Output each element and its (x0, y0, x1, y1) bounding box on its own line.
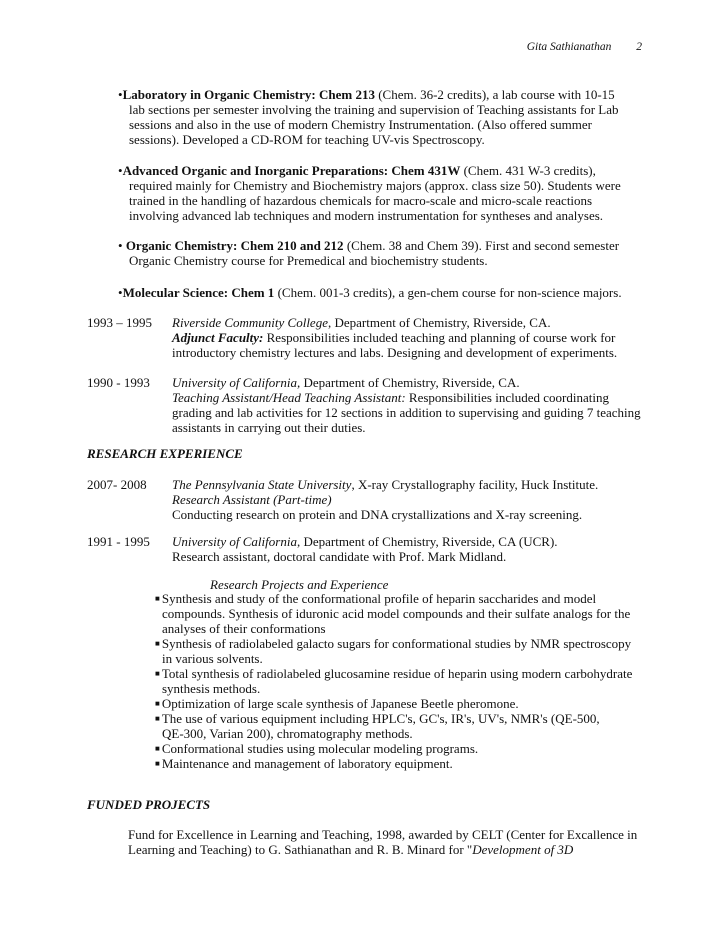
course-title: Advanced Organic and Inorganic Preparations: Chem 431W (122, 163, 461, 178)
list-item: ■ Synthesis of radiolabeled galacto sugars for conformational studies by NMR spectroscopy (155, 636, 632, 651)
role-title: Teaching Assistant/Head Teaching Assistant: (172, 390, 406, 405)
position-entry: University of California, Department of Chemistry, Riverside, CA (UCR). Research assistant, doctoral candidate with Prof. Mark Midland. (172, 534, 558, 564)
institution-name: The Pennsylvania State University (172, 477, 352, 492)
position-entry: Riverside Community College, Department of Chemistry, Riverside, CA. Adjunct Faculty: Responsibilities included teaching and planning of course work for introductory chemistry lectures and labs. Designing and development of experiments. (172, 315, 618, 360)
course-entry: • Organic Chemistry: Chem 210 and 212 (Chem. 38 and Chem 39). First and second semester Organic Chemistry course for Premedical and biochemistry students. (118, 238, 620, 268)
position-entry: The Pennsylvania State University, X-ray Crystallography facility, Huck Institute. Research Assistant (Part-time) Conducting research on protein and DNA crystallizations and X-ray screening. (172, 477, 599, 522)
institution-name: Riverside Community College (172, 315, 328, 330)
square-bullet-icon: ■ (155, 714, 160, 723)
funded-entry: Fund for Excellence in Learning and Teaching, 1998, awarded by CELT (Center for Excallence in Learning and Teaching) to G. Sathianathan and R. B. Minard for "Development of 3D (128, 827, 638, 857)
institution-name: University of California, (172, 375, 301, 390)
square-bullet-icon: ■ (155, 759, 160, 768)
square-bullet-icon: ■ (155, 669, 160, 678)
course-entry: •Advanced Organic and Inorganic Preparations: Chem 431W (Chem. 431 W-3 credits), required mainly for Chemistry and Biochemistry majors (approx. class size 50). Students were trained in the handling of hazardous chemicals for macro-scale and micro-scale reactions involving advanced lab techniques and modern instrumentation for syntheses and analyses. (118, 163, 621, 223)
square-bullet-icon: ■ (155, 594, 160, 603)
date-range: 2007- 2008 (87, 477, 147, 492)
role-title: Adjunct Faculty: (172, 330, 264, 345)
course-title: Organic Chemistry: Chem 210 and 212 (122, 238, 344, 253)
square-bullet-icon: ■ (155, 744, 160, 753)
position-entry: University of California, Department of Chemistry, Riverside, CA. Teaching Assistant/Head Teaching Assistant: Responsibilities included coordinating grading and lab activities for 12 sections in addition to supervising and guiding 7 teaching assistants in carrying out their duties. (172, 375, 641, 435)
list-item: ■ Optimization of large scale synthesis of Japanese Beetle pheromone. (155, 696, 519, 711)
square-bullet-icon: ■ (155, 699, 160, 708)
course-title: Molecular Science: Chem 1 (122, 285, 275, 300)
projects-subheading: Research Projects and Experience (210, 577, 389, 592)
role-title: Research Assistant (Part-time) (172, 492, 332, 507)
list-item: ■ Maintenance and management of laboratory equipment. (155, 756, 453, 771)
date-range: 1991 - 1995 (87, 534, 150, 549)
square-bullet-icon: ■ (155, 639, 160, 648)
date-range: 1993 – 1995 (87, 315, 152, 330)
author-name: Gita Sathianathan (526, 41, 612, 53)
list-item: ■ Synthesis and study of the conformational profile of heparin saccharides and model (155, 591, 597, 606)
projects-list: ■ Synthesis and study of the conformational profile of heparin saccharides and model compounds. Synthesis of iduronic acid model compounds and their sulfate analogs for the analyses of their conformations ■ Synthesis of radiolabeled galacto sugars for conformational studies by NMR spectroscopy in various solvents. ■ Total synthesis of radiolabeled glucosamine residue of heparin using modern carbohydrate synthesis methods. ■ Optimization of large scale synthesis of Japanese Beetle pheromone. ■ The use of various equipment including HPLC's, GC's, IR's, UV's, NMR's (QE-500, QE-300, Varian 200), chromatography methods. ■ Conformational studies using molecular modeling programs. ■ Maintenance and management of laboratory equipment. (155, 591, 645, 771)
section-heading-research: RESEARCH EXPERIENCE (87, 446, 243, 461)
list-item: ■ Total synthesis of radiolabeled glucosamine residue of heparin using modern carbohydrate (155, 666, 633, 681)
course-entry: •Laboratory in Organic Chemistry: Chem 213 (Chem. 36-2 credits), a lab course with 10-15 lab sections per semester involving the training and supervision of Teaching assistants for Lab sessions and also in the use of modern Chemistry Instrumentation. (Also offered summer sessions). Developed a CD-ROM for teaching UV-vis Spectroscopy. (118, 87, 619, 147)
page-header (527, 40, 642, 55)
institution-name: University of California (172, 534, 297, 549)
course-title: Laboratory in Organic Chemistry: Chem 213 (122, 87, 375, 102)
section-heading-funded: FUNDED PROJECTS (87, 797, 211, 812)
date-range: 1990 - 1993 (87, 375, 150, 390)
course-entry: •Molecular Science: Chem 1 (Chem. 001-3 credits), a gen-chem course for non-science majors. (118, 285, 622, 300)
list-item: ■ Conformational studies using molecular modeling programs. (155, 741, 479, 756)
page-number: 2 (636, 41, 642, 53)
list-item: ■ The use of various equipment including HPLC's, GC's, IR's, UV's, NMR's (QE-500, (155, 711, 600, 726)
